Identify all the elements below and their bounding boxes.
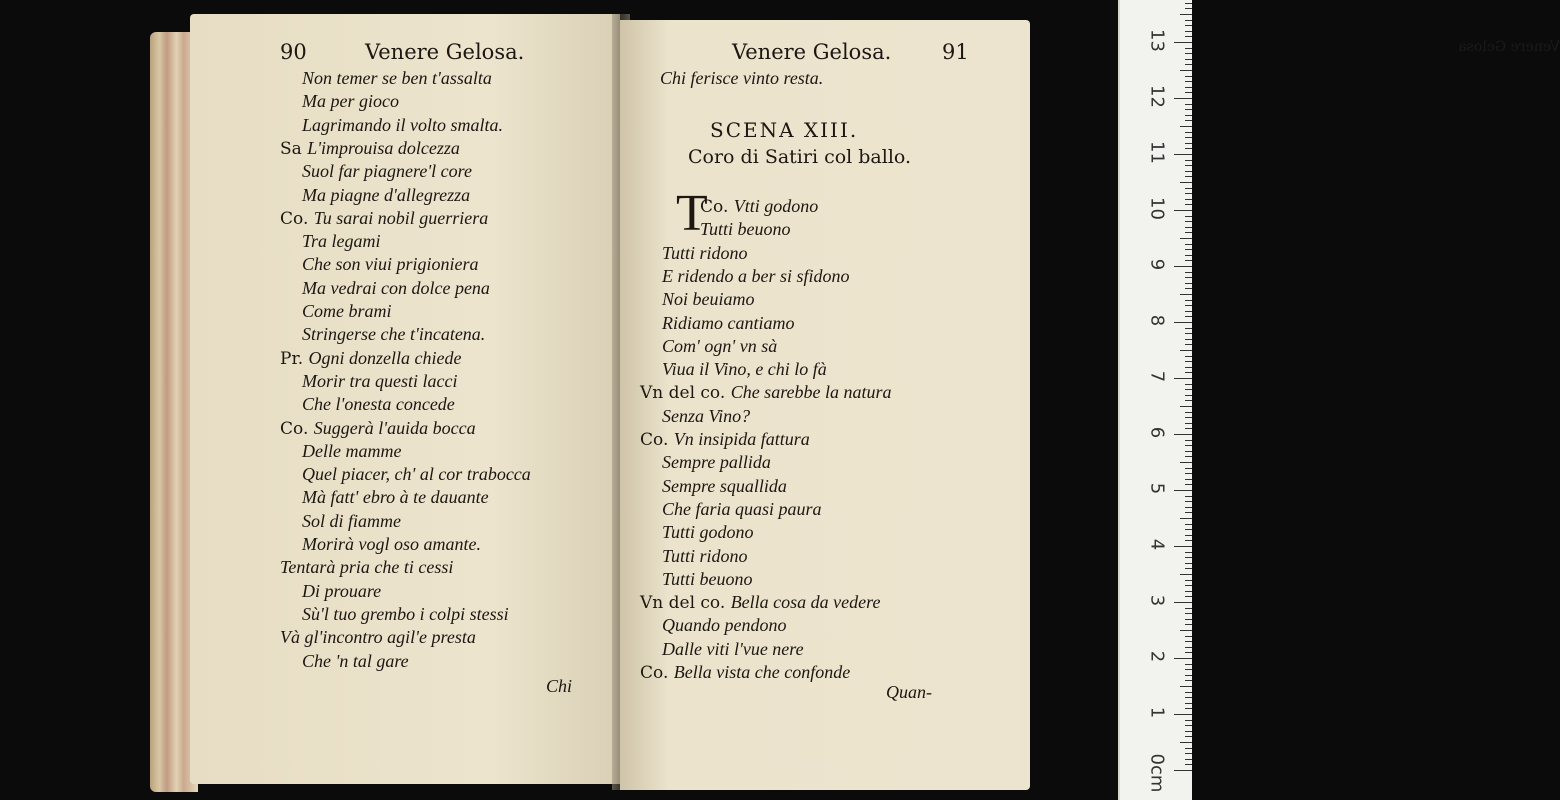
ruler-label: 0cm: [1146, 753, 1168, 793]
verse-text: Quando pendono: [662, 615, 787, 636]
verse-text: Che faria quasi paura: [662, 498, 822, 519]
scene-subtitle: Coro di Satiri col ballo.: [688, 146, 912, 168]
ruler-tick: [1185, 731, 1192, 732]
ruler-tick: [1185, 703, 1192, 704]
verse-text: Tentarà pria che ti cessi: [280, 557, 454, 578]
verse-line: [302, 487, 489, 508]
ruler-tick: [1185, 81, 1192, 82]
verse-line: [640, 662, 850, 683]
ruler-tick: [1185, 652, 1192, 653]
verse-line: [302, 534, 481, 555]
verse-line: [662, 522, 754, 543]
ruler-tick: [1185, 115, 1192, 116]
ruler-tick: [1185, 283, 1192, 284]
verse-text: Morirà vogl oso amante.: [302, 534, 481, 554]
ruler-tick: [1185, 361, 1192, 362]
ruler-tick: [1180, 126, 1192, 127]
ruler-tick: [1174, 210, 1192, 211]
speaker-label: Co.: [280, 418, 314, 439]
ruler-tick: [1185, 204, 1192, 205]
ruler-tick: [1185, 328, 1192, 329]
ruler-tick: [1185, 759, 1192, 760]
right-running-head: Venere Gelosa.: [732, 40, 892, 64]
ruler-tick: [1185, 255, 1192, 256]
ruler-tick: [1185, 188, 1192, 189]
ruler-tick: [1185, 753, 1192, 754]
verse-text: Ma vedrai con dolce pena: [302, 277, 490, 298]
ruler-tick: [1185, 31, 1192, 32]
verse-line: [280, 208, 488, 229]
ruler-tick: [1185, 608, 1192, 609]
ruler-label: 5: [1146, 482, 1168, 495]
ruler-tick: [1185, 624, 1192, 625]
ruler-tick: [1185, 512, 1192, 513]
ruler-tick: [1180, 742, 1192, 743]
right-first-line: Chi ferisce vinto resta.: [660, 68, 824, 88]
ruler-tick: [1185, 389, 1192, 390]
verse-line: [640, 592, 880, 613]
ruler-tick: [1180, 686, 1192, 687]
ruler-tick: [1185, 445, 1192, 446]
ruler-tick: [1185, 501, 1192, 502]
verse-line: [302, 464, 531, 485]
ruler-tick: [1185, 48, 1192, 49]
ruler-label: 7: [1146, 370, 1168, 383]
ruler-tick: [1185, 232, 1192, 233]
verse-text: Vtti godono: [733, 196, 819, 216]
ruler-tick: [1185, 137, 1192, 138]
verse-text: Và gl'incontro agil'e presta: [280, 627, 476, 648]
verse-text: Suggerà l'auida bocca: [313, 417, 476, 438]
verse-text: Ridiamo cantiamo: [662, 312, 795, 333]
ruler-tick: [1185, 193, 1192, 194]
ruler-tick: [1180, 182, 1192, 183]
ruler-tick: [1185, 59, 1192, 60]
verse-line: [302, 115, 503, 136]
verse-text: Senza Vino?: [662, 405, 751, 426]
verse-line: [302, 394, 455, 415]
verse-text: Che son viui prigioniera: [302, 254, 479, 275]
left-page-number: 90: [280, 40, 307, 64]
verse-text: Non temer se ben t'assalta: [302, 68, 492, 88]
speaker-label: Co.: [700, 197, 734, 217]
verse-text: Sol di fiamme: [302, 510, 401, 531]
ruler-tick: [1185, 451, 1192, 452]
ruler-tick: [1185, 664, 1192, 665]
ruler-tick: [1185, 568, 1192, 569]
verse-text: Bella vista che confonde: [673, 662, 851, 682]
verse-text: Bella cosa da vedere: [730, 592, 881, 613]
ruler-tick: [1185, 372, 1192, 373]
verse-text: Delle mamme: [302, 440, 402, 461]
verse-text: Che sarebbe la natura: [730, 382, 892, 403]
verse-text: Tutti ridono: [662, 242, 748, 263]
ruler-tick: [1174, 770, 1192, 771]
ruler-tick: [1180, 350, 1192, 351]
ruler-tick: [1180, 238, 1192, 239]
ruler-tick: [1185, 356, 1192, 357]
verse-line: [302, 651, 409, 672]
ruler-tick: [1185, 344, 1192, 345]
ruler-tick: [1185, 507, 1192, 508]
ruler-tick: [1185, 305, 1192, 306]
measurement-ruler: [1118, 0, 1192, 800]
ruler-tick: [1185, 400, 1192, 401]
ruler-tick: [1185, 148, 1192, 149]
verse-text: Tutti beuono: [700, 219, 791, 240]
ruler-tick: [1185, 311, 1192, 312]
speaker-label: Co.: [640, 663, 674, 683]
ruler-tick: [1185, 260, 1192, 261]
verse-line: [662, 569, 753, 590]
speaker-label: Co.: [640, 430, 674, 450]
ruler-tick: [1185, 176, 1192, 177]
ruler-tick: [1180, 294, 1192, 295]
ruler-tick: [1185, 585, 1192, 586]
ruler-tick: [1174, 154, 1192, 155]
verse-line: [302, 161, 472, 182]
ruler-tick: [1185, 53, 1192, 54]
ruler-tick: [1174, 98, 1192, 99]
left-running-head: Venere Gelosa.: [365, 40, 525, 64]
ruler-tick: [1185, 636, 1192, 637]
ruler-tick: [1185, 669, 1192, 670]
right-page-number: 91: [942, 40, 969, 64]
ruler-tick: [1185, 395, 1192, 396]
verse-text: Sempre squallida: [662, 475, 787, 496]
verse-line: [662, 452, 771, 473]
verse-text: Sempre pallida: [662, 452, 771, 473]
verse-line: [662, 289, 755, 310]
ruler-label: 9: [1146, 258, 1168, 271]
ruler-tick: [1185, 529, 1192, 530]
verse-text: Come brami: [302, 301, 392, 321]
ruler-tick: [1185, 143, 1192, 144]
ruler-label: 4: [1146, 538, 1168, 551]
ruler-tick: [1185, 277, 1192, 278]
verse-line: [662, 476, 787, 497]
ruler-tick: [1185, 367, 1192, 368]
ruler-label: 10: [1146, 197, 1168, 220]
ruler-tick: [1185, 249, 1192, 250]
verse-text: Mà fatt' ebro à te dauante: [302, 487, 489, 508]
ruler-tick: [1185, 591, 1192, 592]
verse-line: [662, 359, 827, 380]
ruler-tick: [1185, 473, 1192, 474]
verse-line: [662, 336, 777, 357]
speaker-label: Vn del co.: [640, 593, 731, 614]
verse-text: Ogni donzella chiede: [308, 347, 462, 368]
ruler-tick: [1174, 42, 1192, 43]
ruler-tick: [1185, 104, 1192, 105]
ruler-tick: [1174, 714, 1192, 715]
speaker-label: Vn del co.: [640, 383, 731, 404]
ruler-tick: [1185, 524, 1192, 525]
show-through-text: Venere Gelosa: [1458, 39, 1560, 55]
ruler-tick: [1185, 244, 1192, 245]
ruler-tick: [1185, 423, 1192, 424]
ruler-tick: [1185, 479, 1192, 480]
ruler-tick: [1180, 518, 1192, 519]
speaker-label: Sa: [280, 138, 308, 159]
ruler-tick: [1185, 384, 1192, 385]
verse-line: [302, 441, 401, 462]
ruler-tick: [1185, 697, 1192, 698]
ruler-tick: [1185, 496, 1192, 497]
verse-line: [700, 219, 791, 240]
ruler-tick: [1185, 36, 1192, 37]
verse-text: Noi beuiamo: [662, 289, 755, 310]
ruler-tick: [1185, 87, 1192, 88]
ruler-tick: [1185, 613, 1192, 614]
ruler-tick: [1185, 300, 1192, 301]
verse-text: Tu sarai nobil guerriera: [313, 207, 489, 228]
verse-text: Che 'n tal gare: [302, 650, 409, 671]
ruler-tick: [1185, 484, 1192, 485]
left-catchword: Chi: [546, 676, 573, 696]
ruler-tick: [1180, 462, 1192, 463]
verse-line: [662, 546, 748, 567]
ruler-tick: [1174, 322, 1192, 323]
ruler-tick: [1185, 552, 1192, 553]
ruler-tick: [1185, 92, 1192, 93]
ruler-tick: [1185, 540, 1192, 541]
ruler-tick: [1174, 378, 1192, 379]
ruler-label: 1: [1146, 706, 1168, 719]
ruler-tick: [1185, 25, 1192, 26]
right-catchword: Quan-: [886, 682, 932, 702]
verse-text: Ma per gioco: [302, 91, 399, 112]
ruler-tick: [1185, 675, 1192, 676]
ruler-tick: [1185, 272, 1192, 273]
scene-title: SCENA XIII.: [710, 118, 859, 142]
ruler-tick: [1185, 596, 1192, 597]
ruler-tick: [1174, 434, 1192, 435]
ruler-tick: [1185, 412, 1192, 413]
verse-line: [662, 639, 804, 660]
verse-line: [302, 301, 392, 322]
ruler-tick: [1185, 641, 1192, 642]
verse-text: L'improuisa dolcezza: [307, 137, 460, 158]
ruler-tick: [1180, 406, 1192, 407]
verse-line: [280, 627, 476, 648]
ruler-tick: [1185, 288, 1192, 289]
verse-text: Com' ogn' vn sà: [662, 335, 778, 356]
verse-line: [662, 615, 787, 636]
verse-text: Sù'l tuo grembo i colpi stessi: [302, 603, 509, 624]
verse-line: [640, 429, 810, 450]
verse-line: [302, 278, 490, 299]
ruler-tick: [1185, 221, 1192, 222]
ruler-tick: [1185, 199, 1192, 200]
verse-line: [662, 499, 822, 520]
ruler-tick: [1185, 563, 1192, 564]
ruler-tick: [1185, 725, 1192, 726]
verse-line: [280, 348, 461, 369]
speaker-label: Pr.: [280, 348, 309, 369]
ruler-tick: [1185, 468, 1192, 469]
ruler-tick: [1180, 14, 1192, 15]
ruler-tick: [1185, 76, 1192, 77]
verse-text: Ma piagne d'allegrezza: [302, 184, 471, 205]
verse-line: [280, 557, 453, 578]
ruler-tick: [1185, 440, 1192, 441]
verse-text: Stringerse che t'incatena.: [302, 324, 486, 345]
drop-capital: T: [676, 185, 708, 242]
verse-text: Suol far piagnere'l core: [302, 161, 472, 182]
ruler-tick: [1185, 647, 1192, 648]
verse-text: Di prouare: [302, 580, 382, 601]
ruler-tick: [1185, 171, 1192, 172]
verse-line: [280, 138, 460, 159]
ruler-tick: [1185, 333, 1192, 334]
ruler-tick: [1180, 70, 1192, 71]
ruler-label: 8: [1146, 314, 1168, 327]
verse-text: Che l'onesta concede: [302, 394, 455, 415]
ruler-label: 6: [1146, 426, 1168, 439]
left-page: [190, 14, 620, 784]
ruler-tick: [1185, 160, 1192, 161]
verse-text: Viua il Vino, e chi lo fà: [662, 359, 827, 380]
verse-line: [280, 418, 476, 439]
verse-text: Dalle viti l'vue nere: [662, 638, 804, 659]
verse-text: Tra legami: [302, 231, 381, 252]
verse-text: E ridendo a ber si sfidono: [662, 265, 850, 286]
ruler-tick: [1185, 557, 1192, 558]
verse-text: Vn insipida fattura: [673, 429, 810, 449]
verse-text: Quel piacer, ch' al cor trabocca: [302, 464, 531, 485]
ruler-tick: [1185, 764, 1192, 765]
ruler-tick: [1174, 602, 1192, 603]
verse-text: Tutti godono: [662, 522, 754, 543]
ruler-tick: [1185, 339, 1192, 340]
ruler-tick: [1185, 748, 1192, 749]
ruler-tick: [1185, 64, 1192, 65]
ruler-tick: [1185, 580, 1192, 581]
verse-text: Lagrimando il volto smalta.: [302, 114, 504, 135]
ruler-label: 2: [1146, 650, 1168, 663]
verse-line: [302, 324, 485, 345]
speaker-label: Co.: [280, 208, 314, 229]
verse-line: [662, 266, 850, 287]
ruler-tick: [1185, 456, 1192, 457]
verse-line: [302, 371, 458, 392]
ruler-tick: [1174, 546, 1192, 547]
verse-line: [302, 581, 381, 602]
ruler-tick: [1185, 720, 1192, 721]
ruler-tick: [1185, 535, 1192, 536]
ruler-label: 12: [1146, 85, 1168, 108]
ruler-label: 3: [1146, 594, 1168, 607]
verse-line: [302, 511, 401, 532]
verse-line: [700, 196, 818, 217]
ruler-tick: [1174, 490, 1192, 491]
verse-text: Tutti beuono: [662, 568, 753, 589]
verse-line: [302, 231, 381, 252]
ruler-tick: [1185, 619, 1192, 620]
verse-line: [662, 243, 748, 264]
verse-line: [662, 406, 750, 427]
verse-line: [640, 382, 892, 403]
ruler-tick: [1185, 20, 1192, 21]
verse-line: [302, 185, 470, 206]
ruler-tick: [1185, 3, 1192, 4]
ruler-tick: [1185, 165, 1192, 166]
ruler-tick: [1185, 216, 1192, 217]
verse-line: [302, 254, 479, 275]
ruler-tick: [1174, 658, 1192, 659]
ruler-label: 11: [1146, 141, 1168, 164]
ruler-tick: [1185, 428, 1192, 429]
ruler-tick: [1185, 132, 1192, 133]
ruler-tick: [1185, 736, 1192, 737]
ruler-label: 13: [1146, 29, 1168, 52]
verse-line: [662, 313, 795, 334]
verse-line: [302, 604, 509, 625]
ruler-tick: [1185, 109, 1192, 110]
ruler-tick: [1185, 120, 1192, 121]
ruler-tick: [1185, 708, 1192, 709]
verse-text: Tutti ridono: [662, 545, 748, 566]
ruler-tick: [1185, 227, 1192, 228]
ruler-tick: [1185, 680, 1192, 681]
ruler-tick: [1180, 574, 1192, 575]
ruler-tick: [1174, 266, 1192, 267]
ruler-tick: [1180, 630, 1192, 631]
ruler-tick: [1185, 692, 1192, 693]
ruler-tick: [1185, 417, 1192, 418]
verse-line: [302, 91, 399, 112]
ruler-tick: [1185, 8, 1192, 9]
ruler-tick: [1185, 316, 1192, 317]
verse-text: Morir tra questi lacci: [302, 370, 458, 391]
verse-line: [302, 68, 492, 89]
